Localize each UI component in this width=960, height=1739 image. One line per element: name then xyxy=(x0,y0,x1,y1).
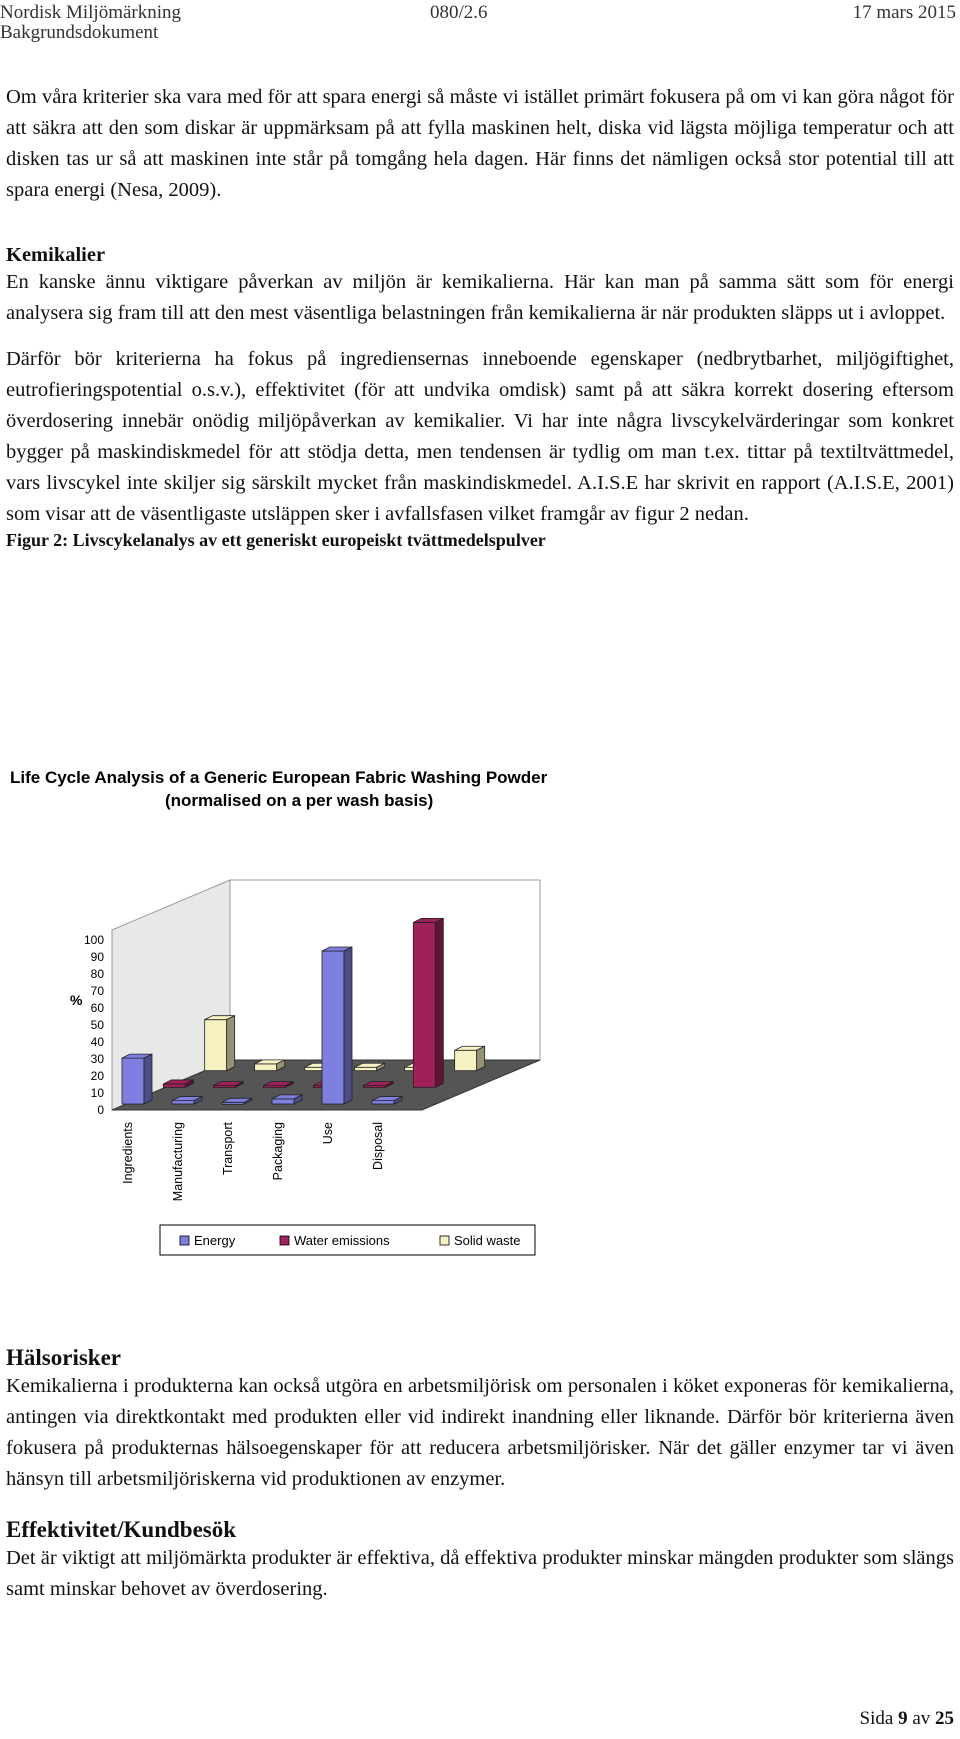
bar-front-face xyxy=(205,1020,227,1071)
bar-water-emissions-disposal xyxy=(413,918,443,1087)
heading-effektivitet: Effektivitet/Kundbesök xyxy=(6,1517,237,1542)
bar-side-face xyxy=(435,918,443,1087)
header-doc-type: Bakgrundsdokument xyxy=(0,22,159,43)
legend-swatch xyxy=(180,1236,189,1245)
heading-halsorisker: Hälsorisker xyxy=(6,1345,121,1370)
kemikalier-paragraph-2: Därför bör kriterierna ha fokus på ingrediensernas inneboende egenskaper (nedbrytbarhet, miljögiftighet, eutrofieringspotential o.s.v.), effektivitet (för att undvika omdisk) samt på att säkra korrekt dosering eftersom överdosering innebär onödig miljöpåverkan av kemikalier. Vi har inte några livscykelvärderingar som konkret bygger på maskindiskmedel för att stödja detta, men tendensen är tydlig om man t.ex. tittar på textiltvättmedel, vars livscykel inte skiljer sig särskilt mycket från maskindiskmedel. A.I.S.E har skrivit en rapport (A.I.S.E, 2001) som visar att de väsentligaste utsläppen sker i avfallsfasen vilket framgår av figur 2 nedan. xyxy=(6,348,954,525)
x-category-label: Transport xyxy=(221,1122,235,1176)
x-category-label: Packaging xyxy=(271,1122,285,1181)
page-footer xyxy=(860,1708,954,1730)
bar-side-face xyxy=(477,1046,485,1070)
header-org: Nordisk Miljömärkning xyxy=(0,2,182,23)
x-category-label: Ingredients xyxy=(121,1122,135,1184)
bar-side-face xyxy=(344,947,352,1104)
y-tick-label: 0 xyxy=(97,1103,104,1117)
legend-swatch xyxy=(440,1236,449,1245)
y-tick-label: 40 xyxy=(90,1035,104,1049)
y-tick-label: 100 xyxy=(83,933,104,947)
y-tick-label: 70 xyxy=(90,984,104,998)
effektivitet-paragraph: Det är viktigt att miljömärkta produkter är effektiva, då effektiva produkter minskar mängden produkter som slängs samt minskar behovet av överdosering. xyxy=(6,1547,954,1600)
heading-kemikalier: Kemikalier xyxy=(6,244,106,266)
footer-page-number: 9 xyxy=(898,1708,908,1729)
x-category-label: Use xyxy=(321,1122,335,1145)
chart-legend xyxy=(160,1225,535,1255)
bar-front-face xyxy=(172,1101,194,1104)
y-tick-label: 80 xyxy=(90,967,104,981)
bar-front-face xyxy=(455,1050,477,1070)
document-body xyxy=(6,82,954,551)
figure-caption: Figur 2: Livscykelanalys av ett generiskt europeiskt tvättmedelspulver xyxy=(6,530,546,550)
lca-chart-svg xyxy=(0,755,620,1285)
chart-back-wall xyxy=(230,880,540,1060)
bar-front-face xyxy=(372,1101,394,1104)
chart-title: Life Cycle Analysis of a Generic European Fabric Washing Powder xyxy=(10,768,548,787)
bar-energy-use xyxy=(322,947,352,1104)
bar-side-face xyxy=(227,1016,235,1071)
legend-label: Energy xyxy=(194,1233,236,1248)
bar-front-face xyxy=(122,1058,144,1104)
intro-paragraph: Om våra kriterier ska vara med för att spara energi så måste vi istället primärt fokusera på om vi kan göra något för att säkra att den som diskar är uppmärksam på att fylla maskinen helt, diska vid lägsta möjliga temperatur och att disken tas ur så att maskinen inte står på tomgång hela dagen. Här finns det nämligen också stor potential till att spara energi (Nesa, 2009). xyxy=(6,86,954,201)
y-tick-label: 60 xyxy=(90,1001,104,1015)
bar-energy-ingredients xyxy=(122,1054,152,1104)
lca-chart xyxy=(0,755,620,1285)
halsorisker-paragraph: Kemikalierna i produkterna kan också utgöra en arbetsmiljörisk om personalen i köket exponeras för kemikalierna, antingen via direktkontakt med produkten eller vid indirekt inandning eller liknande. Därför bör kriterierna även fokusera på produkternas hälsoegenskaper för att reducera arbetsmiljörisker. När det gäller enzymer tar vi även hänsyn till arbetsmiljöriskerna vid produktionen av enzymer. xyxy=(6,1375,954,1490)
y-tick-label: 90 xyxy=(90,950,104,964)
x-category-label: Manufacturing xyxy=(171,1122,185,1202)
bar-energy-packaging xyxy=(272,1095,302,1104)
y-tick-label: 50 xyxy=(90,1018,104,1032)
y-tick-label: 30 xyxy=(90,1052,104,1066)
page-header xyxy=(0,0,960,46)
header-date: 17 mars 2015 xyxy=(852,2,956,23)
legend-label: Solid waste xyxy=(454,1233,521,1248)
legend-label: Water emissions xyxy=(294,1233,390,1248)
bar-front-face xyxy=(272,1099,294,1104)
footer-sida: Sida xyxy=(859,1708,894,1729)
bar-solid-waste-manufacturing xyxy=(255,1060,285,1071)
bar-front-face xyxy=(413,922,435,1087)
chart-subtitle: (normalised on a per wash basis) xyxy=(165,791,434,810)
footer-av: av xyxy=(912,1708,931,1729)
y-axis-label: % xyxy=(70,992,83,1008)
bar-front-face xyxy=(355,1067,377,1070)
bar-side-face xyxy=(144,1054,152,1104)
y-tick-label: 20 xyxy=(90,1069,104,1083)
document-body-lower xyxy=(6,1345,954,1605)
x-category-label: Disposal xyxy=(371,1122,385,1170)
legend-swatch xyxy=(280,1236,289,1245)
footer-total-pages: 25 xyxy=(935,1708,954,1729)
bar-front-face xyxy=(255,1064,277,1071)
bar-front-face xyxy=(322,951,344,1104)
header-doc-number: 080/2.6 xyxy=(430,2,488,23)
bar-front-face xyxy=(163,1084,185,1087)
y-tick-label: 10 xyxy=(90,1086,104,1100)
bar-solid-waste-ingredients xyxy=(205,1016,235,1071)
kemikalier-paragraph-1: En kanske ännu viktigare påverkan av miljön är kemikalierna. Här kan man på samma sätt som för energi analysera sig fram till att den mest väsentliga belastningen från kemikalierna är när produkten släpps ut i avloppet. xyxy=(6,271,954,324)
bar-solid-waste-disposal xyxy=(455,1046,485,1070)
